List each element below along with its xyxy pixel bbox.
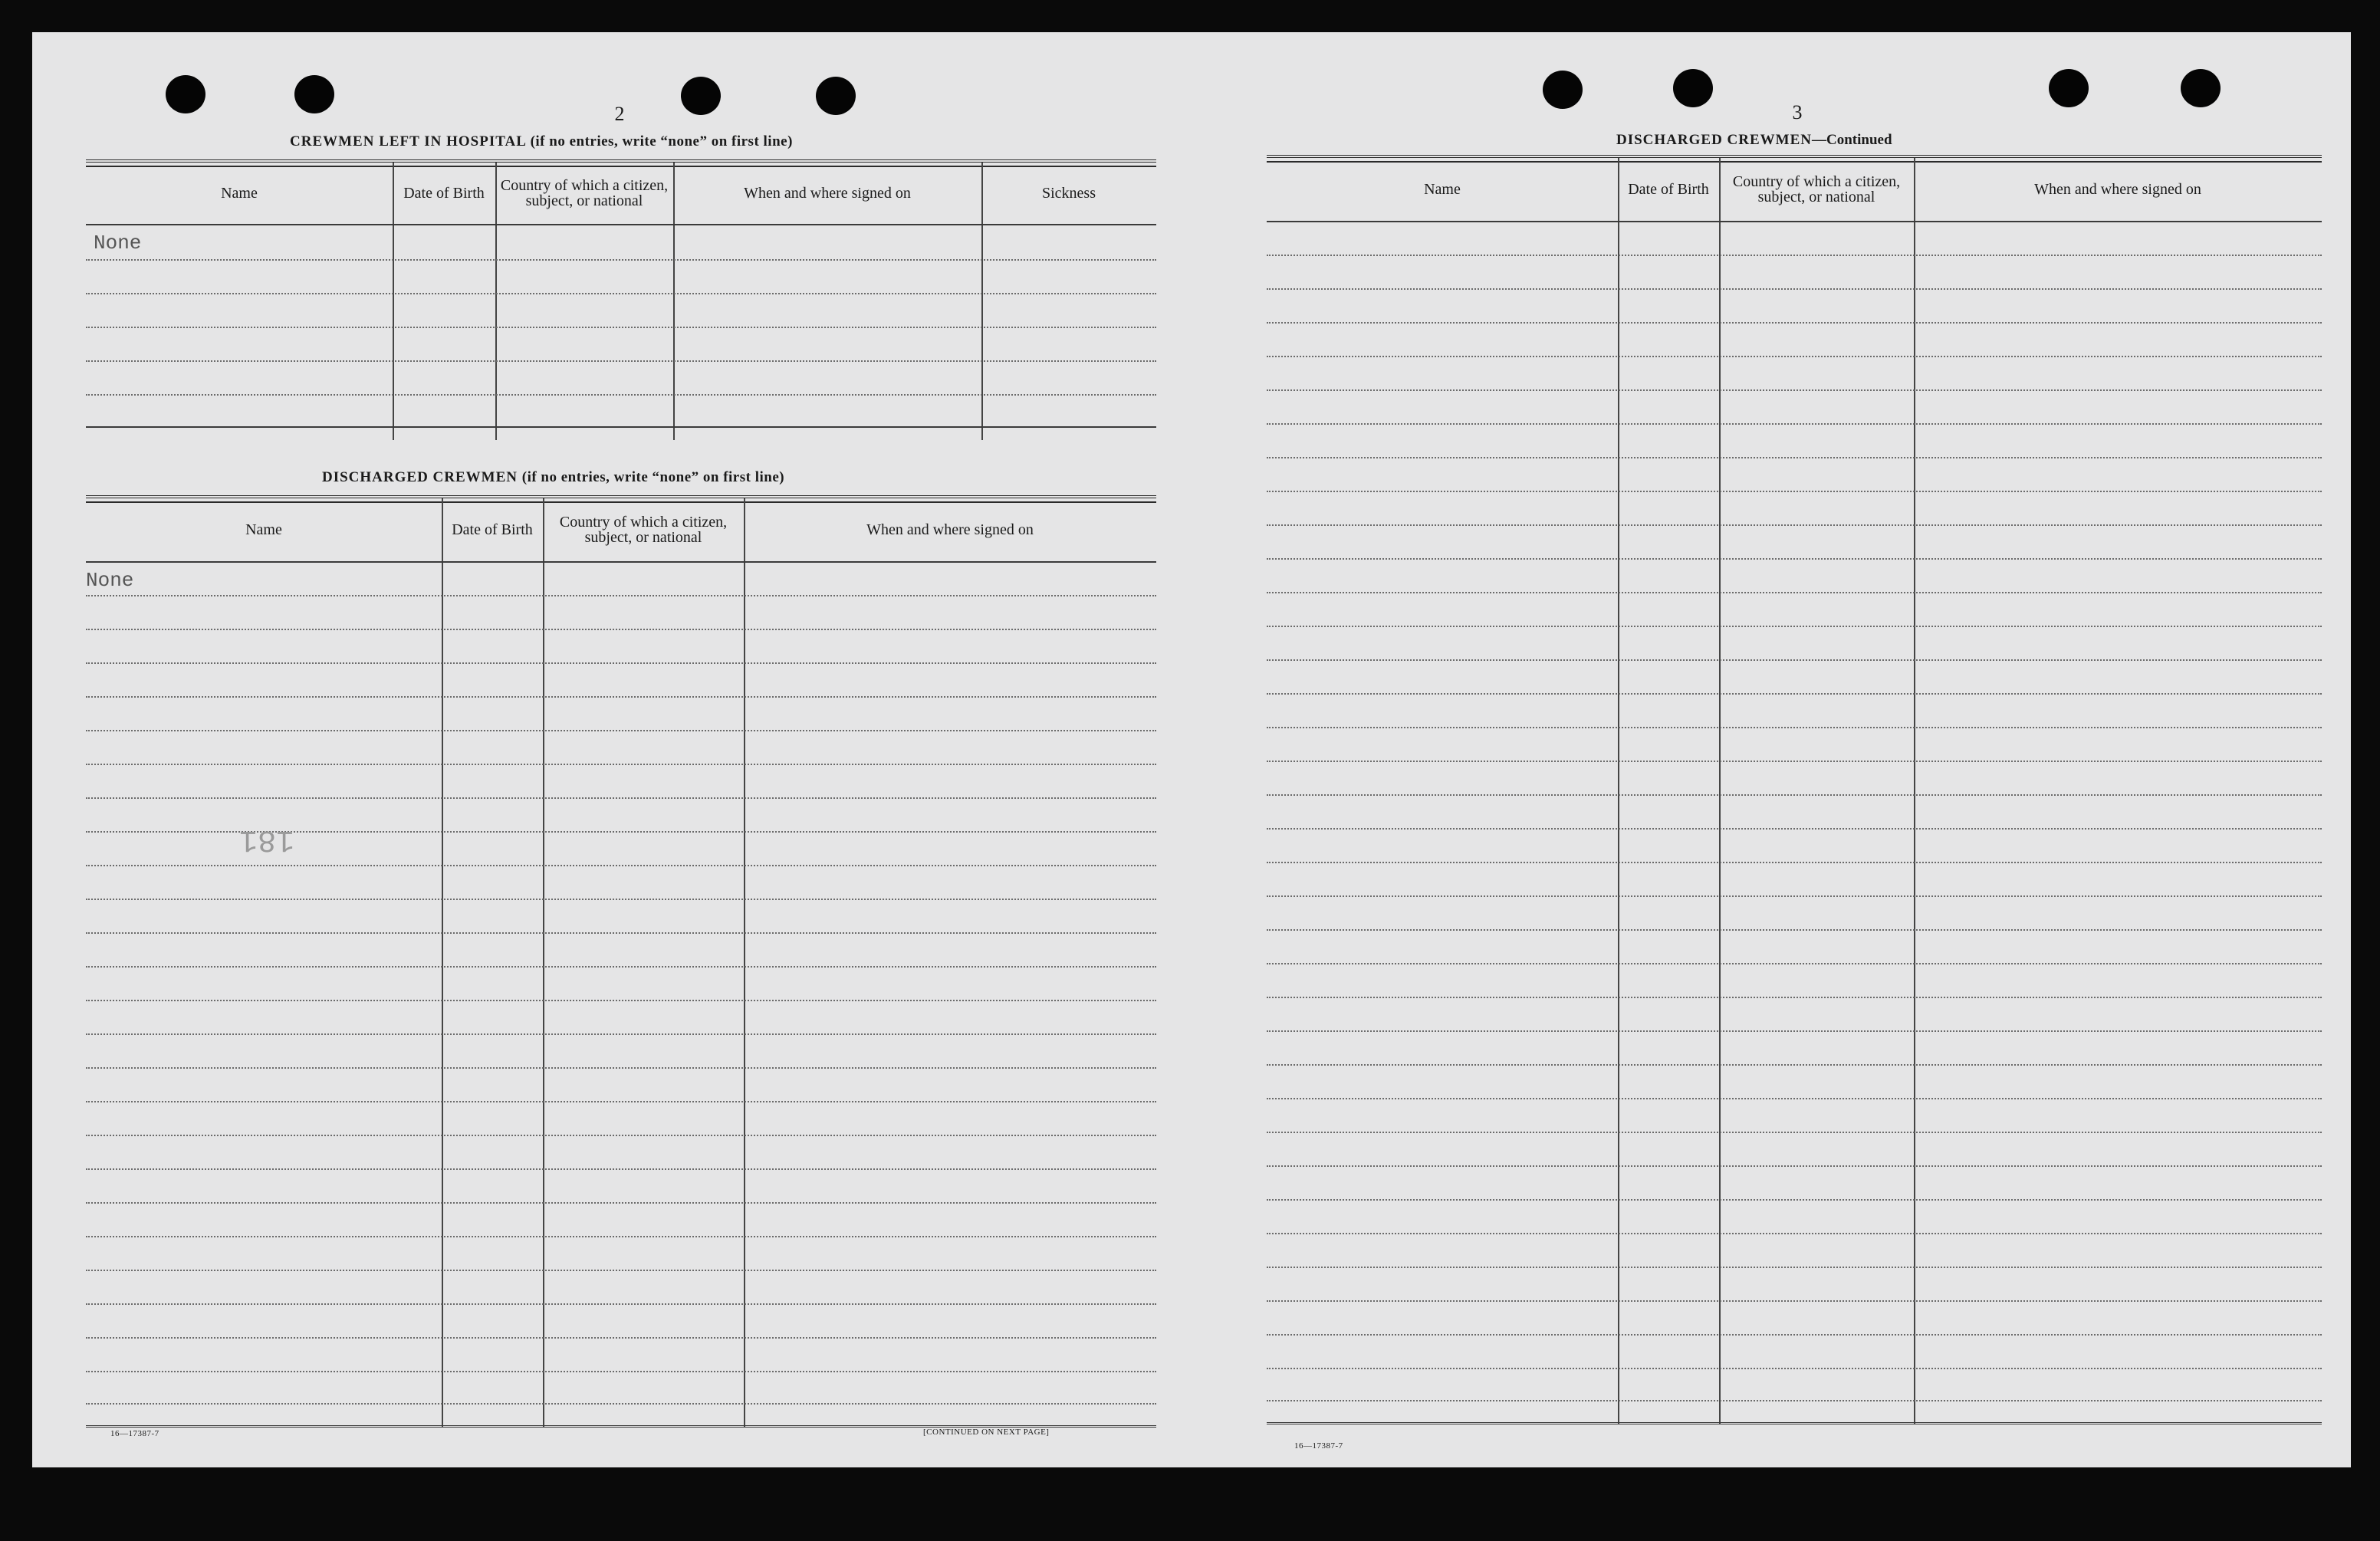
hospital-entry-name: None: [94, 232, 142, 255]
form-number-left: 16—17387-7: [110, 1429, 159, 1438]
col-header-signed-on: When and where signed on: [744, 185, 911, 202]
discharged-table-right: [1267, 155, 2322, 1424]
col-header-country: Country of which a citizen, subject, or national: [559, 514, 728, 546]
hospital-section-title: [290, 133, 793, 150]
col-header-date-of-birth: Date of Birth: [1628, 181, 1709, 198]
discharged-title-text: DISCHARGED CREWMEN: [322, 469, 518, 485]
punch-hole: [1543, 71, 1583, 109]
document-sheet: [32, 32, 2351, 1467]
col-header-date-of-birth: Date of Birth: [452, 521, 533, 538]
punch-hole: [1673, 69, 1713, 107]
page-number-left: 2: [614, 103, 625, 125]
col-header-country: Country of which a citizen, subject, or national: [1732, 173, 1901, 205]
punch-hole: [681, 77, 721, 115]
continued-note: [CONTINUED ON NEXT PAGE]: [923, 1428, 1050, 1437]
col-header-name: Name: [245, 521, 282, 538]
col-header-country: Country of which a citizen, subject, or national: [500, 177, 669, 209]
col-header-signed-on: When and where signed on: [866, 521, 1034, 538]
punch-hole: [2181, 69, 2221, 107]
punch-hole: [2049, 69, 2089, 107]
col-header-name: Name: [221, 185, 258, 202]
continued-suffix: —Continued: [1812, 132, 1892, 148]
punch-hole: [166, 75, 205, 113]
punch-hole: [294, 75, 334, 113]
form-number-right: 16—17387-7: [1294, 1441, 1343, 1451]
discharged-continued-title: [1616, 132, 1892, 149]
discharged-section-title: [322, 469, 784, 486]
punch-hole: [816, 77, 856, 115]
stamped-number: 181: [239, 822, 295, 856]
col-header-sickness: Sickness: [1042, 185, 1096, 202]
discharged-entry-name: None: [86, 569, 134, 592]
col-header-name: Name: [1424, 181, 1461, 198]
page-number-right: 3: [1792, 101, 1803, 123]
hospital-title-text: CREWMEN LEFT IN HOSPITAL: [290, 133, 526, 150]
col-header-signed-on: When and where signed on: [2034, 181, 2201, 198]
col-header-date-of-birth: Date of Birth: [403, 185, 485, 202]
discharged-title-note: (if no entries, write “none” on first line): [521, 469, 785, 485]
discharged-table-left: [86, 495, 1156, 1428]
hospital-table: [86, 159, 1156, 440]
hospital-title-note: (if no entries, write “none” on first line): [530, 133, 793, 150]
discharged-continued-text: DISCHARGED CREWMEN: [1616, 132, 1812, 148]
